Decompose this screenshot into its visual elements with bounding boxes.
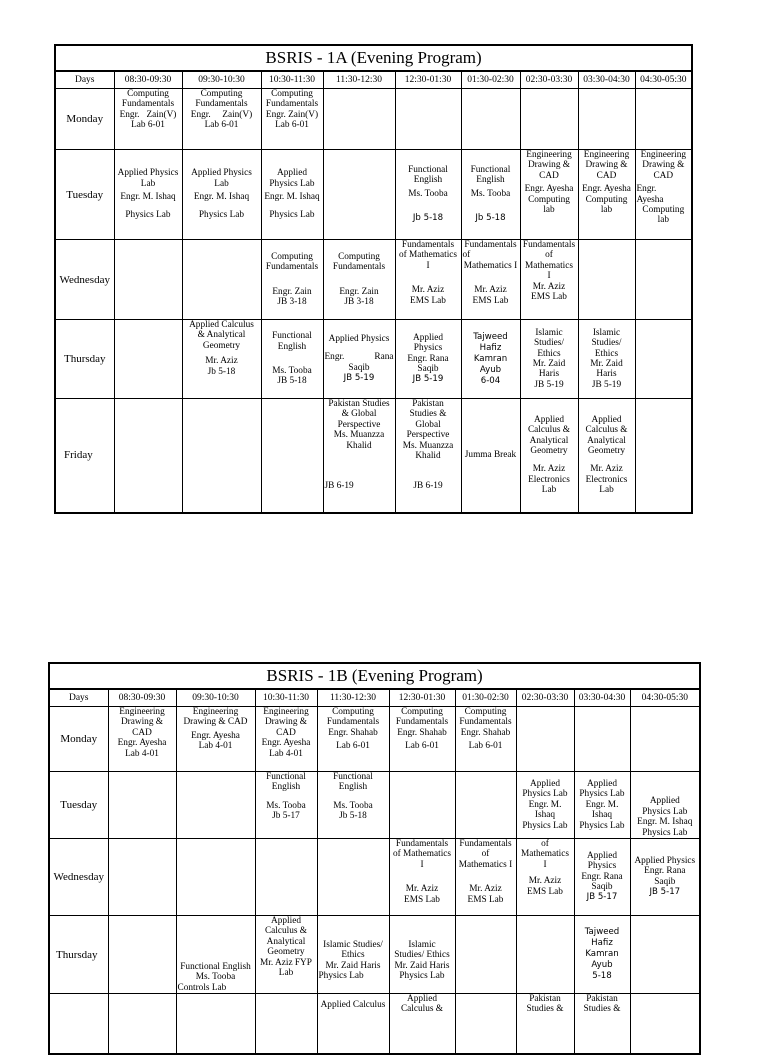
empty-cell bbox=[635, 240, 692, 320]
class-cell: Pakistan Studies & bbox=[516, 994, 574, 1054]
empty-cell bbox=[182, 240, 261, 320]
day-label: Tuesday bbox=[55, 150, 114, 240]
class-cell: Engineering Drawing & CAD Engr. Ayesha Lab 4-01 bbox=[176, 707, 255, 772]
day-row bbox=[55, 89, 692, 150]
class-cell: Applied Calculus & bbox=[389, 994, 455, 1054]
day-row bbox=[49, 839, 700, 916]
empty-cell bbox=[108, 916, 176, 994]
class-cell: Computing Fundamentals Engr. Zain(V) Lab 6-01 bbox=[114, 89, 182, 150]
class-cell: Jumma Break bbox=[461, 399, 520, 513]
slot-header: 04:30-05:30 bbox=[630, 689, 700, 707]
class-cell: Islamic Studies/ Ethics Mr. Zaid Haris Physics Lab bbox=[389, 916, 455, 994]
class-cell: Tajweed Hafiz Kamran Ayub 6-04 bbox=[461, 320, 520, 399]
slot-header: 01:30-02:30 bbox=[461, 71, 520, 89]
empty-cell bbox=[455, 916, 516, 994]
class-cell: Applied Calculus bbox=[317, 994, 389, 1054]
empty-cell bbox=[635, 89, 692, 150]
class-cell: Pakistan Studies & bbox=[574, 994, 630, 1054]
slot-header: 02:30-03:30 bbox=[516, 689, 574, 707]
slot-header: 08:30-09:30 bbox=[108, 689, 176, 707]
class-cell: Functional English Ms. Tooba Jb 5-18 bbox=[461, 150, 520, 240]
day-row bbox=[55, 399, 692, 513]
day-label: Friday bbox=[55, 399, 114, 513]
class-cell: Applied Physics Lab Engr. M. Ishaq Physics Lab bbox=[630, 772, 700, 839]
header-row bbox=[49, 689, 700, 707]
day-label: Monday bbox=[49, 707, 108, 772]
slot-header: 10:30-11:30 bbox=[261, 71, 323, 89]
day-label: Thursday bbox=[55, 320, 114, 399]
timetable-title: BSRIS - 1B (Evening Program) bbox=[49, 663, 700, 689]
empty-cell bbox=[520, 89, 578, 150]
class-cell: Computing Fundamentals Engr. Zain JB 3-18 bbox=[261, 240, 323, 320]
day-label: Thursday bbox=[49, 916, 108, 994]
class-cell: Tajweed Hafiz Kamran Ayub 5-18 bbox=[574, 916, 630, 994]
day-label: Wednesday bbox=[55, 240, 114, 320]
days-header: Days bbox=[49, 689, 108, 707]
empty-cell bbox=[114, 320, 182, 399]
slot-header: 09:30-10:30 bbox=[176, 689, 255, 707]
class-cell: Functional English Ms. Tooba Jb 5-17 bbox=[255, 772, 317, 839]
class-cell: Pakistan Studies & Global Perspective Ms. Muanzza Khalid JB 6-19 bbox=[323, 399, 395, 513]
day-row bbox=[55, 150, 692, 240]
empty-cell bbox=[630, 916, 700, 994]
class-cell: Applied Calculus & Analytical Geometry Mr. Aziz Electronics Lab bbox=[520, 399, 578, 513]
class-cell: Functional English Ms. Tooba Jb 5-18 bbox=[317, 772, 389, 839]
slot-header: 03:30-04:30 bbox=[578, 71, 635, 89]
class-cell: Computing Fundamentals Engr. Shahab Lab 6-01 bbox=[389, 707, 455, 772]
empty-cell bbox=[455, 772, 516, 839]
class-cell: Applied Physics Lab Engr. M. Ishaq Physics Lab bbox=[574, 772, 630, 839]
class-cell: Functional English Ms. Tooba JB 5-18 bbox=[261, 320, 323, 399]
class-cell: Fundamentals of Mathematics I Mr. Aziz EMS Lab bbox=[455, 839, 516, 916]
class-cell: Applied Physics Lab Engr. M. Ishaq Physics Lab bbox=[114, 150, 182, 240]
class-cell: Applied Physics Engr. Rana Saqib JB 5-19 bbox=[395, 320, 461, 399]
empty-cell bbox=[323, 150, 395, 240]
class-cell: Fundamentals of Mathematics I Mr. Aziz EMS Lab bbox=[389, 839, 455, 916]
empty-cell bbox=[395, 89, 461, 150]
empty-cell bbox=[176, 839, 255, 916]
slot-header: 08:30-09:30 bbox=[114, 71, 182, 89]
class-cell: Computing Fundamentals Engr. Shahab Lab 6-01 bbox=[317, 707, 389, 772]
slot-header: 12:30-01:30 bbox=[395, 71, 461, 89]
slot-header: 01:30-02:30 bbox=[455, 689, 516, 707]
class-cell: Applied Physics Engr. Rana Saqib JB 5-17 bbox=[630, 839, 700, 916]
empty-cell bbox=[108, 772, 176, 839]
class-cell: Applied Calculus & Analytical Geometry Mr. Aziz Electronics Lab bbox=[578, 399, 635, 513]
timetable-1a bbox=[54, 44, 693, 514]
class-cell: Applied Calculus & Analytical Geometry Mr. Aziz FYP Lab bbox=[255, 916, 317, 994]
empty-cell bbox=[516, 707, 574, 772]
slot-header: 10:30-11:30 bbox=[255, 689, 317, 707]
day-row bbox=[55, 320, 692, 399]
class-cell: Fundamentals of Mathematics I Mr. Aziz EMS Lab bbox=[395, 240, 461, 320]
day-label: Monday bbox=[55, 89, 114, 150]
empty-cell bbox=[182, 399, 261, 513]
empty-cell bbox=[578, 89, 635, 150]
class-cell: Fundamentals of Mathematics I Mr. Aziz EMS Lab bbox=[461, 240, 520, 320]
empty-cell bbox=[317, 839, 389, 916]
class-cell: Functional English Ms. Tooba Jb 5-18 bbox=[395, 150, 461, 240]
class-cell: Applied Physics Engr. Rana Saqib JB 5-19 bbox=[323, 320, 395, 399]
empty-cell bbox=[255, 839, 317, 916]
class-cell: Computing Fundamentals Engr. Zain JB 3-18 bbox=[323, 240, 395, 320]
day-row bbox=[55, 240, 692, 320]
empty-cell bbox=[108, 839, 176, 916]
class-cell: Engineering Drawing & CAD Engr. Ayesha Computing lab bbox=[578, 150, 635, 240]
day-row bbox=[49, 916, 700, 994]
empty-cell bbox=[114, 240, 182, 320]
day-label: Tuesday bbox=[49, 772, 108, 839]
slot-header: 11:30-12:30 bbox=[323, 71, 395, 89]
empty-cell bbox=[176, 772, 255, 839]
class-cell: Applied Physics Lab Engr. M. Ishaq Physics Lab bbox=[182, 150, 261, 240]
empty-cell bbox=[389, 772, 455, 839]
class-cell: Computing Fundamentals Engr. Zain(V) Lab 6-01 bbox=[182, 89, 261, 150]
days-header: Days bbox=[55, 71, 114, 89]
class-cell: Engineering Drawing & CAD Engr. Ayesha Computing lab bbox=[520, 150, 578, 240]
empty-cell bbox=[516, 916, 574, 994]
empty-cell bbox=[635, 399, 692, 513]
class-cell: Applied Physics Lab Engr. M. Ishaq Physics Lab bbox=[516, 772, 574, 839]
class-cell: of Mathematics I Mr. Aziz EMS Lab bbox=[516, 839, 574, 916]
class-cell: Islamic Studies/ Ethics Mr. Zaid Haris JB 5-19 bbox=[578, 320, 635, 399]
class-cell: Fundamentals of Mathematics I Mr. Aziz EMS Lab bbox=[520, 240, 578, 320]
empty-cell bbox=[114, 399, 182, 513]
class-cell: Pakistan Studies & Global Perspective Ms. Muanzza Khalid JB 6-19 bbox=[395, 399, 461, 513]
empty-cell bbox=[578, 240, 635, 320]
slot-header: 04:30-05:30 bbox=[635, 71, 692, 89]
class-cell: Islamic Studies/ Ethics Mr. Zaid Haris Physics Lab bbox=[317, 916, 389, 994]
class-cell: Applied Physics Engr. Rana Saqib JB 5-17 bbox=[574, 839, 630, 916]
class-cell: Islamic Studies/ Ethics Mr. Zaid Haris JB 5-19 bbox=[520, 320, 578, 399]
slot-header: 02:30-03:30 bbox=[520, 71, 578, 89]
slot-header: 11:30-12:30 bbox=[317, 689, 389, 707]
timetable-1b bbox=[48, 662, 701, 1055]
class-cell: Computing Fundamentals Engr. Shahab Lab 6-01 bbox=[455, 707, 516, 772]
empty-cell bbox=[635, 320, 692, 399]
day-label: Wednesday bbox=[49, 839, 108, 916]
class-cell: Computing Fundamentals Engr. Zain(V) Lab 6-01 bbox=[261, 89, 323, 150]
slot-header: 03:30-04:30 bbox=[574, 689, 630, 707]
day-row bbox=[49, 772, 700, 839]
timetable-title: BSRIS - 1A (Evening Program) bbox=[55, 45, 692, 71]
empty-cell bbox=[323, 89, 395, 150]
class-cell: Applied Physics Lab Engr. M. Ishaq Physics Lab bbox=[261, 150, 323, 240]
class-cell: Applied Calculus & Analytical Geometry Mr. Aziz Jb 5-18 bbox=[182, 320, 261, 399]
class-cell: Engineering Drawing & CAD Engr. Ayesha Lab 4-01 bbox=[108, 707, 176, 772]
empty-cell bbox=[461, 89, 520, 150]
class-cell: Engineering Drawing & CAD Engr. Ayesha Lab 4-01 bbox=[255, 707, 317, 772]
empty-cell bbox=[261, 399, 323, 513]
class-cell: Engineering Drawing & CAD Engr. Ayesha Computing lab bbox=[635, 150, 692, 240]
day-row bbox=[49, 707, 700, 772]
class-cell: Functional English Ms. Tooba Controls Lab bbox=[176, 916, 255, 994]
header-row bbox=[55, 71, 692, 89]
empty-cell bbox=[574, 707, 630, 772]
slot-header: 09:30-10:30 bbox=[182, 71, 261, 89]
empty-cell bbox=[630, 707, 700, 772]
slot-header: 12:30-01:30 bbox=[389, 689, 455, 707]
